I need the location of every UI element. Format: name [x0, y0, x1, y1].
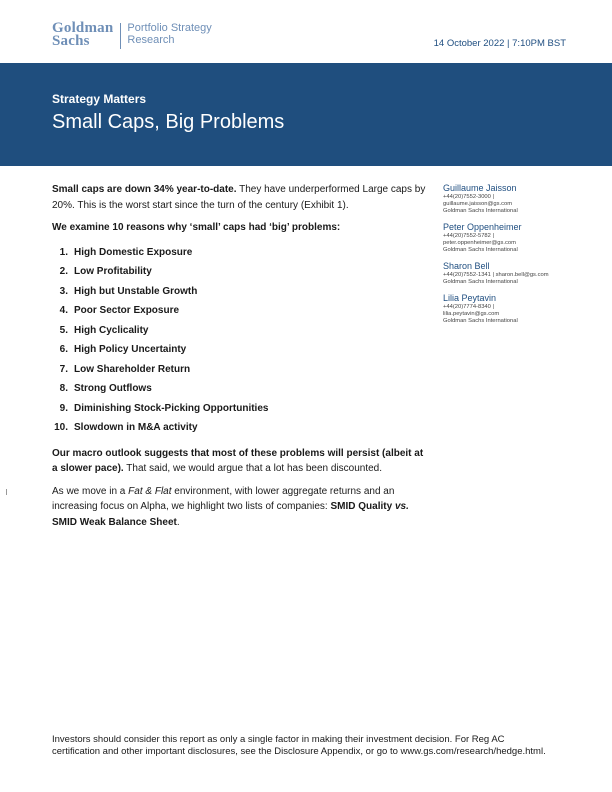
analyst-sidebar	[443, 183, 583, 332]
analyst-card: Sharon Bell +44(20)7552-1341 | sharon.bell@gs.com Goldman Sachs International	[443, 261, 583, 286]
list-item: 7. Low Shareholder Return	[59, 363, 191, 375]
title-banner	[0, 63, 612, 166]
reasons-list	[52, 243, 428, 438]
series-name: Strategy Matters	[52, 92, 147, 106]
intro-text: They have underperformed Large caps by 20%. This is the worst start since the turn of the century (Exhibit 1).	[52, 184, 426, 211]
list-item: 10. Slowdown in M&A activity	[54, 422, 198, 433]
outlook-text: That said, we would argue that a lot has been discounted.	[123, 463, 383, 474]
disclosure-footer: Investors should consider this report as only a single factor in making their investment decision. For Reg AC certification and other important disclosures, see the Disclosure Appendix, or go to www.gs.com/research/hedge.html.	[52, 734, 546, 757]
intro-paragraph	[52, 182, 428, 213]
outlook-paragraph	[52, 446, 428, 477]
analyst-card: Lilia Peytavin +44(20)7774-8340 | lilia.peytavin@gs.com Goldman Sachs International	[443, 293, 583, 325]
analyst-name[interactable]: Guillaume Jaisson	[443, 183, 517, 193]
margin-mark	[6, 489, 7, 495]
goldman-sachs-logo	[52, 22, 212, 49]
list-item: 6. High Policy Uncertainty	[59, 344, 187, 355]
list-item: 4. Poor Sector Exposure	[59, 305, 180, 316]
division-line-1: Portfolio Strategy	[127, 22, 212, 34]
report-title: Small Caps, Big Problems	[52, 111, 285, 133]
list-item: 3. High but Unstable Growth	[59, 285, 198, 297]
logo-wordmark	[52, 22, 113, 48]
list-item: 8. Strong Outflows	[59, 383, 152, 394]
report-date: 14 October 2022 | 7:10PM BST	[433, 38, 566, 49]
list-item: 9. Diminishing Stock-Picking Opportunities	[59, 402, 269, 414]
list-item: 5. High Cyclicality	[59, 324, 149, 336]
analyst-card: Peter Oppenheimer +44(20)7552-5782 | peter.oppenheimer@gs.com Goldman Sachs International	[443, 222, 583, 254]
list-item: 2. Low Profitability	[59, 266, 152, 277]
intro-highlight: Small caps are down 34% year-to-date.	[52, 184, 237, 195]
logo-line-2: Sachs	[52, 33, 90, 49]
logo-line-1: Goldman	[52, 20, 114, 36]
logo-divider	[120, 23, 121, 49]
reasons-heading-text: We examine 10 reasons why ‘small’ caps had ‘big’ problems:	[52, 222, 341, 233]
analyst-card: Guillaume Jaisson +44(20)7552-3000 | guillaume.jaisson@gs.com Goldman Sachs International	[443, 183, 583, 215]
analyst-name[interactable]: Peter Oppenheimer	[443, 222, 522, 232]
division-line-2: Research	[127, 34, 175, 46]
division-name	[127, 22, 211, 46]
reasons-heading	[52, 220, 428, 236]
analyst-name[interactable]: Sharon Bell	[443, 261, 490, 271]
list-item: 1. High Domestic Exposure	[59, 246, 193, 258]
alpha-paragraph: As we move in a Fat & Flat environment, with lower aggregate returns and an increasing focus on Alpha, we highlight two lists of companies: SMID Quality vs. SMID Weak Balance Sheet.	[52, 485, 409, 528]
outlook-highlight: Our macro outlook suggests that most of these problems will persist (albeit at a slower pace).	[52, 447, 424, 474]
analyst-name[interactable]: Lilia Peytavin	[443, 293, 497, 303]
report-body	[52, 182, 428, 537]
